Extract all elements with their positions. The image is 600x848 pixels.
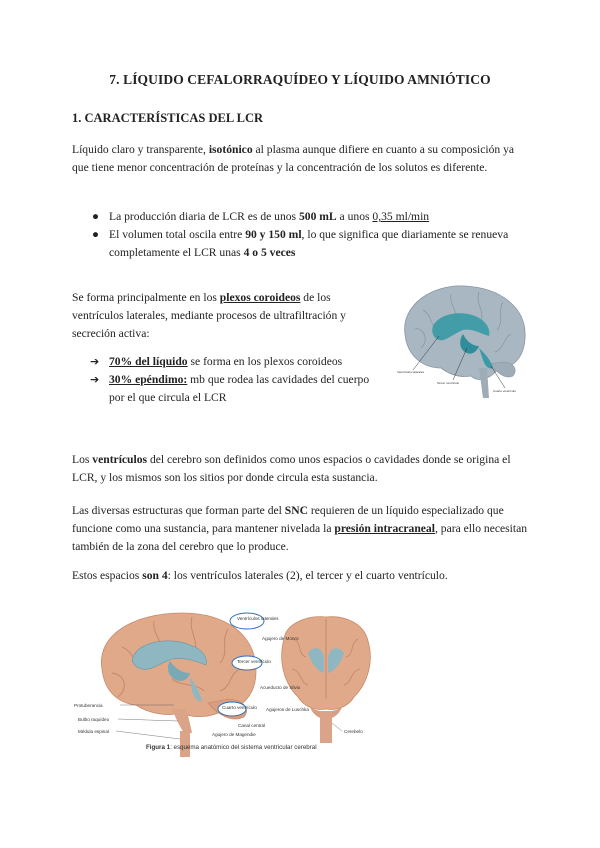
label-protuberancia: Protuberancia — [74, 703, 103, 708]
bold-text: 500 mL — [298, 210, 337, 223]
bold-text: SNC — [284, 504, 308, 517]
ventricular-system-figure — [72, 599, 382, 759]
underlined-text: 0,35 ml/min — [372, 210, 430, 223]
bold-text: 4 o 5 veces — [243, 246, 296, 259]
label-bulbo: Bulbo raquídeo — [78, 717, 110, 722]
text: al plasma aunque difiere en cuanto a su composición ya que tiene menor concentración de proteínas y la concentración de los solutos es diferente. — [72, 143, 515, 174]
arrow-item-plexus — [90, 353, 375, 371]
text: El volumen total oscila entre — [109, 228, 246, 241]
text: requieren de un líquido especializado que funcione como una sustancia, para mantener nivelada la — [72, 504, 504, 535]
bold-text: ventrículos — [92, 453, 148, 466]
bullet-volume — [92, 226, 532, 262]
text: , lo que significa que diariamente se renueva completamente el LCR unas — [109, 228, 509, 259]
text: Líquido claro y transparente, — [72, 143, 209, 156]
bold-text: isotónico — [208, 143, 253, 156]
bold-underlined-text: 70% del líquido — [109, 355, 188, 368]
paragraph-characteristics — [72, 141, 532, 177]
text: mb que rodea las cavidades del cuerpo por el que circula el LCR — [109, 373, 370, 404]
text: Las diversas estructuras que forman parte del — [72, 504, 285, 517]
text: , para ello necesitan también de la zona del cerebro que lo produce. — [72, 522, 528, 553]
label-canal: Canal central — [238, 723, 266, 728]
paragraph-formation — [72, 289, 372, 343]
label-cuarto: Cuarto ventrículo — [222, 705, 257, 710]
text: Estos espacios — [72, 569, 143, 582]
bold-underlined-text: 30% epéndimo: — [109, 373, 188, 386]
text: a unos — [336, 210, 373, 223]
page-title: 7. LÍQUIDO CEFALORRAQUÍDEO Y LÍQUIDO AMNIÓTICO — [109, 72, 491, 87]
text: del cerebro son definidos como unos espacios o cavidades donde se origina el LCR, y los mismos son los sitios por donde circula esta sustancia. — [72, 453, 511, 484]
label-lateral-ventricles: Ventrículos laterales — [397, 370, 425, 374]
figure-caption — [146, 744, 317, 751]
caption-label: Figura 1 — [146, 744, 171, 751]
label-acueducto: Acueducto de Silvio — [260, 685, 301, 690]
caption-text: : esquema anatómico del sistema ventricular cerebral — [170, 744, 317, 751]
bullet-icon: ● — [92, 228, 100, 241]
text: se forma en los plexos coroideos — [187, 355, 343, 368]
label-monro: Agujero de Monro — [262, 636, 299, 641]
text: de los ventrículos laterales, mediante procesos de ultrafiltración y secreción activa: — [72, 291, 346, 340]
paragraph-cns — [72, 502, 532, 556]
bold-underlined-text: plexos coroideos — [219, 291, 301, 304]
label-vent-lat: Ventrículos laterales — [237, 616, 279, 621]
paragraph-four-spaces — [72, 567, 532, 585]
label-medula: Médula espinal — [78, 729, 109, 734]
text: Los — [72, 453, 93, 466]
label-luschka: Agujeros de Luschka — [266, 707, 309, 712]
label-fourth-ventricle: Cuarto ventrículo — [493, 389, 516, 393]
text: Se forma principalmente en los — [72, 291, 220, 304]
text: La producción diaria de LCR es de unos — [109, 210, 299, 223]
label-third-ventricle: Tercer ventrículo — [437, 381, 460, 385]
text: : los ventrículos laterales (2), el tercer y el cuarto ventrículo. — [167, 569, 448, 582]
label-cerebelo: Cerebelo — [344, 729, 363, 734]
arrow-item-ependymum — [90, 371, 375, 407]
bullet-icon: ● — [92, 210, 100, 223]
brain-ventricles-image — [393, 276, 533, 399]
section-heading: 1. CARACTERÍSTICAS DEL LCR — [72, 111, 264, 125]
bold-text: 90 y 150 ml — [245, 228, 302, 241]
label-magendie: Agujero de Magendie — [212, 732, 256, 737]
bullet-production — [92, 208, 532, 226]
paragraph-ventricles — [72, 451, 532, 487]
label-tercer: Tercer ventrículo — [237, 659, 271, 664]
bold-text: son 4 — [142, 569, 168, 582]
arrow-right-icon: ➔ — [90, 373, 100, 386]
bold-underlined-text: presión intracraneal — [334, 522, 435, 535]
arrow-right-icon: ➔ — [90, 355, 100, 368]
